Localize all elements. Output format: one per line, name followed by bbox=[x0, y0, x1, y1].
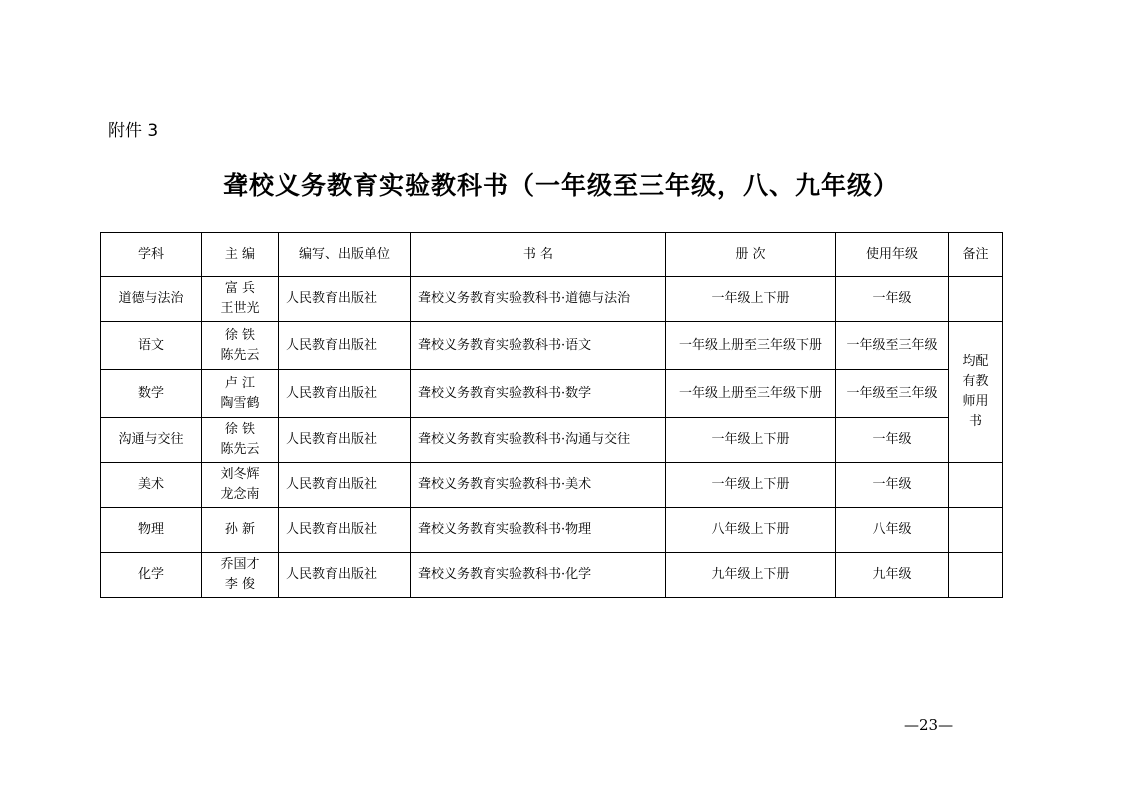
textbook-table bbox=[100, 232, 1003, 598]
cell-book: 聋校义务教育实验教科书·物理 bbox=[411, 508, 666, 553]
editor-line: 徐 铁 bbox=[224, 327, 256, 343]
editor-line: 徐 铁 bbox=[224, 422, 256, 437]
cell-subject: 化学 bbox=[101, 553, 202, 598]
page-number: —23— bbox=[904, 716, 954, 734]
cell-remark bbox=[949, 277, 1003, 322]
editor-line: 陶雪鹤 bbox=[220, 395, 260, 411]
header-volume: 册 次 bbox=[666, 233, 836, 277]
attachment-label: 附件 3 bbox=[108, 121, 159, 141]
table-row bbox=[101, 463, 1003, 508]
cell-grade: 一年级至三年级 bbox=[836, 322, 949, 370]
cell-volume: 一年级上册至三年级下册 bbox=[666, 370, 836, 418]
cell-subject: 美术 bbox=[101, 463, 202, 508]
editor-line: 陈先云 bbox=[220, 347, 260, 363]
cell-book: 聋校义务教育实验教科书·数学 bbox=[411, 370, 666, 418]
editor-line: 王世光 bbox=[220, 301, 260, 316]
cell-editor bbox=[202, 277, 279, 322]
cell-remark bbox=[949, 463, 1003, 508]
cell-book: 聋校义务教育实验教科书·美术 bbox=[411, 463, 666, 508]
table-row bbox=[101, 370, 1003, 418]
cell-grade: 八年级 bbox=[836, 508, 949, 553]
cell-editor bbox=[202, 322, 279, 370]
cell-publisher: 人民教育出版社 bbox=[279, 322, 411, 370]
cell-editor: 孙 新 bbox=[202, 508, 279, 553]
cell-editor bbox=[202, 463, 279, 508]
remark-line: 书 bbox=[968, 414, 982, 429]
editor-line: 卢 江 bbox=[224, 375, 256, 391]
cell-publisher: 人民教育出版社 bbox=[279, 463, 411, 508]
header-remark: 备注 bbox=[949, 233, 1003, 277]
cell-editor bbox=[202, 418, 279, 463]
cell-grade: 一年级 bbox=[836, 463, 949, 508]
cell-subject: 语文 bbox=[101, 322, 202, 370]
cell-remark bbox=[949, 508, 1003, 553]
editor-line: 龙念南 bbox=[220, 487, 260, 502]
table-header-row bbox=[101, 233, 1003, 277]
cell-subject: 沟通与交往 bbox=[101, 418, 202, 463]
cell-volume: 一年级上册至三年级下册 bbox=[666, 322, 836, 370]
table-row bbox=[101, 277, 1003, 322]
cell-subject: 数学 bbox=[101, 370, 202, 418]
editor-line: 刘冬辉 bbox=[220, 467, 260, 482]
cell-grade: 一年级至三年级 bbox=[836, 370, 949, 418]
cell-volume: 一年级上下册 bbox=[666, 463, 836, 508]
cell-editor bbox=[202, 553, 279, 598]
header-subject: 学科 bbox=[101, 233, 202, 277]
cell-subject: 物理 bbox=[101, 508, 202, 553]
cell-publisher: 人民教育出版社 bbox=[279, 508, 411, 553]
header-grade: 使用年级 bbox=[836, 233, 949, 277]
editor-line: 陈先云 bbox=[220, 442, 260, 457]
cell-volume: 九年级上下册 bbox=[666, 553, 836, 598]
table-row bbox=[101, 508, 1003, 553]
remark-line: 均配 bbox=[962, 354, 989, 369]
table-row bbox=[101, 322, 1003, 370]
document-title: 聋校义务教育实验教科书（一年级至三年级，八、九年级） bbox=[222, 171, 899, 200]
cell-book: 聋校义务教育实验教科书·道德与法治 bbox=[411, 277, 666, 322]
cell-book: 聋校义务教育实验教科书·语文 bbox=[411, 322, 666, 370]
cell-publisher: 人民教育出版社 bbox=[279, 277, 411, 322]
cell-remark bbox=[949, 553, 1003, 598]
cell-grade: 九年级 bbox=[836, 553, 949, 598]
cell-remark-merged bbox=[949, 322, 1003, 463]
header-publisher: 编写、出版单位 bbox=[279, 233, 411, 277]
table-row bbox=[101, 553, 1003, 598]
cell-volume: 一年级上下册 bbox=[666, 418, 836, 463]
cell-editor bbox=[202, 370, 279, 418]
cell-volume: 八年级上下册 bbox=[666, 508, 836, 553]
cell-grade: 一年级 bbox=[836, 418, 949, 463]
cell-publisher: 人民教育出版社 bbox=[279, 370, 411, 418]
table-row bbox=[101, 418, 1003, 463]
remark-line: 师用 bbox=[962, 394, 989, 409]
editor-line: 乔国才 bbox=[220, 557, 260, 572]
cell-book: 聋校义务教育实验教科书·沟通与交往 bbox=[411, 418, 666, 463]
cell-publisher: 人民教育出版社 bbox=[279, 553, 411, 598]
remark-line: 有教 bbox=[962, 374, 989, 389]
cell-publisher: 人民教育出版社 bbox=[279, 418, 411, 463]
cell-book: 聋校义务教育实验教科书·化学 bbox=[411, 553, 666, 598]
editor-line: 富 兵 bbox=[224, 281, 256, 296]
cell-volume: 一年级上下册 bbox=[666, 277, 836, 322]
cell-subject: 道德与法治 bbox=[101, 277, 202, 322]
header-editor: 主 编 bbox=[202, 233, 279, 277]
cell-grade: 一年级 bbox=[836, 277, 949, 322]
header-book: 书 名 bbox=[411, 233, 666, 277]
editor-line: 李 俊 bbox=[224, 577, 256, 592]
